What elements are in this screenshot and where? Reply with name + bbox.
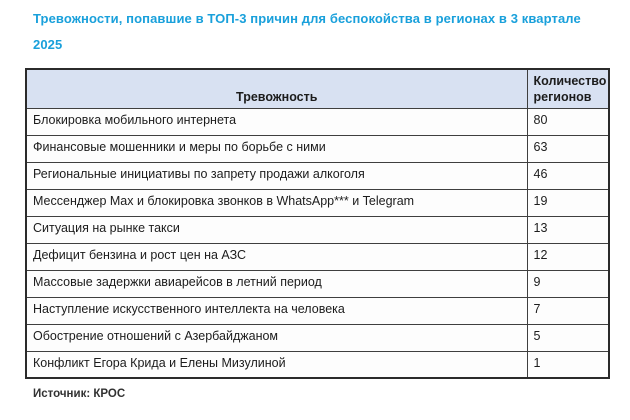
column-header-region-count: Количество регионов [527, 69, 609, 108]
count-cell: 7 [527, 297, 609, 324]
count-cell: 80 [527, 108, 609, 135]
anxiety-cell: Массовые задержки авиарейсов в летний период [26, 270, 527, 297]
count-cell: 12 [527, 243, 609, 270]
count-cell: 13 [527, 216, 609, 243]
table-row [26, 297, 609, 324]
anxiety-table [25, 68, 610, 379]
count-cell: 9 [527, 270, 609, 297]
anxiety-cell: Финансовые мошенники и меры по борьбе с ними [26, 135, 527, 162]
anxiety-cell: Конфликт Егора Крида и Елены Мизулиной [26, 351, 527, 378]
anxiety-cell: Дефицит бензина и рост цен на АЗС [26, 243, 527, 270]
anxiety-cell: Наступление искусственного интеллекта на человека [26, 297, 527, 324]
table-row [26, 324, 609, 351]
table-row [26, 216, 609, 243]
table-row [26, 189, 609, 216]
source-note: Источник: КРОС [33, 388, 126, 400]
table-row [26, 243, 609, 270]
column-header-anxiety: Тревожность [26, 69, 527, 108]
table-row [26, 135, 609, 162]
count-cell: 46 [527, 162, 609, 189]
count-cell: 63 [527, 135, 609, 162]
table-row [26, 351, 609, 378]
anxiety-cell: Ситуация на рынке такси [26, 216, 527, 243]
count-cell: 5 [527, 324, 609, 351]
anxiety-cell: Блокировка мобильного интернета [26, 108, 527, 135]
page-title-line-1: Тревожности, попавшие в ТОП-3 причин для беспокойства в регионах в 3 квартале 2025 [33, 11, 581, 52]
table-header-row [26, 69, 609, 108]
anxiety-cell: Мессенджер Max и блокировка звонков в WhatsApp*** и Telegram [26, 189, 527, 216]
count-cell: 19 [527, 189, 609, 216]
anxiety-cell: Региональные инициативы по запрету продажи алкоголя [26, 162, 527, 189]
table-row [26, 162, 609, 189]
table-row [26, 108, 609, 135]
anxiety-cell: Обострение отношений с Азербайджаном [26, 324, 527, 351]
count-cell: 1 [527, 351, 609, 378]
table-row [26, 270, 609, 297]
